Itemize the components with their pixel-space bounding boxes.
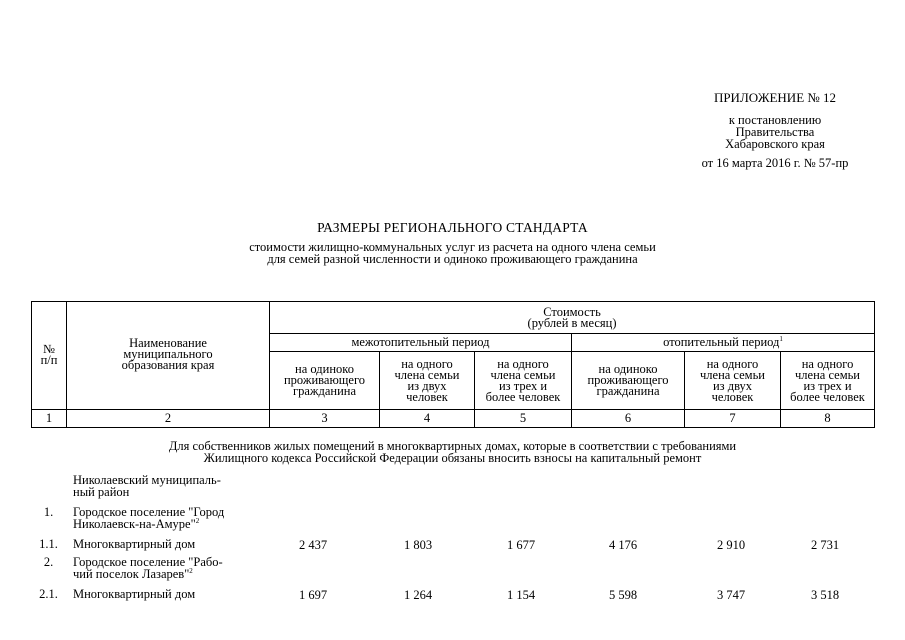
row-name: Многоквартирный дом xyxy=(73,537,196,551)
header-three-heating: на одного члена семьи из трех и более человек xyxy=(781,352,875,410)
footnote-marker: 1 xyxy=(779,334,783,343)
document-subtitle xyxy=(0,241,905,265)
annex-date: от 16 марта 2016 г. № 57-пр xyxy=(701,156,849,170)
header-two-heating: на одного члена семьи из двух человек xyxy=(685,352,781,410)
annex-details xyxy=(660,114,890,150)
value-cell: 1 803 xyxy=(403,538,433,552)
row-name xyxy=(73,556,223,580)
row-number: 2.1. xyxy=(39,587,58,601)
header-number-4: 4 xyxy=(380,410,475,428)
header-col-number: № п/п xyxy=(32,302,67,410)
row-name-line-2-wrap xyxy=(73,568,223,580)
document-heading: РАЗМЕРЫ РЕГИОНАЛЬНОГО СТАНДАРТА xyxy=(317,220,588,235)
row-number: 1.1. xyxy=(39,537,58,551)
header-cost: Стоимость (рублей в месяц) xyxy=(270,302,875,334)
row-name-line-1: Городское поселение "Рабо- xyxy=(73,555,223,569)
value-cell: 2 437 xyxy=(298,538,328,552)
district-name xyxy=(73,474,221,498)
row-number: 1. xyxy=(43,505,54,519)
row-name-line-2: чий поселок Лазарев" xyxy=(73,567,190,581)
value-cell: 3 518 xyxy=(810,588,840,602)
row-name-line-2-wrap xyxy=(73,518,224,530)
header-three-non-heating: на одного члена семьи из трех и более человек xyxy=(475,352,572,410)
section-line-2: Жилищного кодекса Российской Федерации обязаны вносить взносы на капитальный ремонт xyxy=(203,451,702,465)
cost-table-header xyxy=(31,301,875,428)
section-heading xyxy=(31,440,874,464)
section-line-1: Для собственников жилых помещений в многоквартирных домах, которые в соответствии с требованиями xyxy=(168,439,737,453)
value-cell: 2 910 xyxy=(716,538,746,552)
annex-header xyxy=(660,92,890,104)
header-period-non-heating: межотопительный период xyxy=(270,334,572,352)
header-number-6: 6 xyxy=(572,410,685,428)
value-cell: 3 747 xyxy=(716,588,746,602)
document-title xyxy=(0,220,905,236)
value-cell: 1 697 xyxy=(298,588,328,602)
header-period-heating-label: отопительный период xyxy=(663,335,780,349)
row-name: Многоквартирный дом xyxy=(73,587,196,601)
value-cell: 4 176 xyxy=(608,538,638,552)
header-number-5: 5 xyxy=(475,410,572,428)
row-name-line-1: Городское поселение "Город xyxy=(73,505,225,519)
header-number-3: 3 xyxy=(270,410,380,428)
annex-line-1: к постановлению xyxy=(728,113,822,127)
document-subtitle-line-2: для семей разной численности и одиноко проживающего гражданина xyxy=(267,252,638,266)
value-cell: 5 598 xyxy=(608,588,638,602)
header-single-heating: на одиноко проживающего гражданина xyxy=(572,352,685,410)
document-subtitle-line-1: стоимости жилищно-коммунальных услуг из расчета на одного члена семьи xyxy=(249,240,656,254)
footnote-marker: 2 xyxy=(189,566,193,575)
header-number-1: 1 xyxy=(32,410,67,428)
header-single-non-heating: на одиноко проживающего гражданина xyxy=(270,352,380,410)
header-col-name: Наименование муниципального образования края xyxy=(67,302,270,410)
value-cell: 1 677 xyxy=(506,538,536,552)
row-name xyxy=(73,506,224,530)
header-two-non-heating: на одного члена семьи из двух человек xyxy=(380,352,475,410)
district-line-2: ный район xyxy=(73,485,130,499)
row-name-line-2: Николаевск-на-Амуре" xyxy=(73,517,196,531)
footnote-marker: 2 xyxy=(195,516,200,525)
annex-line-2: Правительства xyxy=(735,125,815,139)
value-cell: 1 264 xyxy=(403,588,433,602)
annex-line-3: Хабаровского края xyxy=(725,137,825,151)
annex-title: ПРИЛОЖЕНИЕ № 12 xyxy=(713,90,837,105)
header-number-2: 2 xyxy=(67,410,270,428)
row-number: 2. xyxy=(43,555,54,569)
value-cell: 1 154 xyxy=(506,588,536,602)
header-number-8: 8 xyxy=(781,410,875,428)
district-line-1: Николаевский муниципаль- xyxy=(73,473,221,487)
header-number-7: 7 xyxy=(685,410,781,428)
header-period-heating xyxy=(572,334,875,352)
value-cell: 2 731 xyxy=(810,538,840,552)
